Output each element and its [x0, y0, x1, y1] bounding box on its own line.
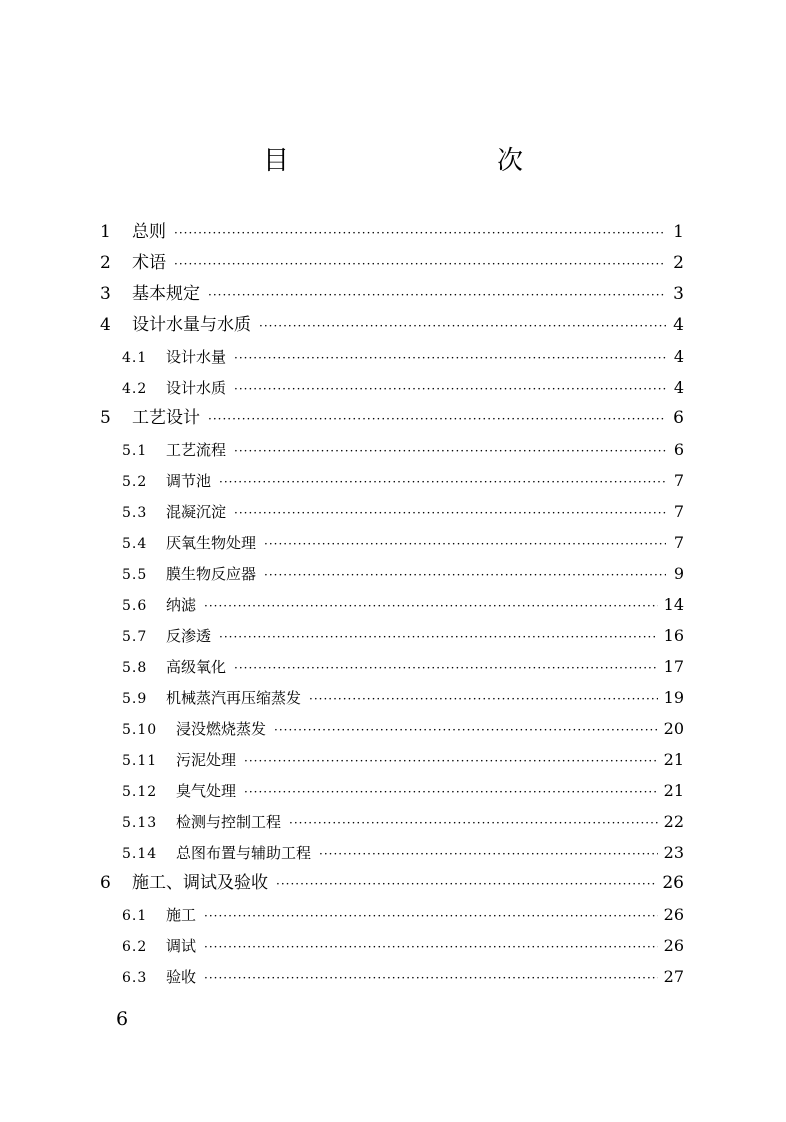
toc-entry-page: 14	[663, 595, 684, 614]
toc-entry-title: 检测与控制工程	[176, 813, 282, 831]
dot-leader	[289, 808, 658, 839]
toc-entry-number: 5.6	[122, 598, 148, 614]
toc-entry-number: 5.8	[122, 660, 148, 676]
toc-entry-number: 4.1	[122, 350, 148, 366]
toc-entry-title: 施工	[166, 906, 197, 924]
toc-entry-title: 总图布置与辅助工程	[176, 844, 312, 862]
toc-entry-title: 臭气处理	[176, 782, 237, 800]
toc-entry[interactable]	[100, 434, 684, 465]
toc-entry-page: 7	[673, 502, 684, 521]
dot-leader	[234, 343, 666, 374]
toc-entry[interactable]	[100, 744, 684, 775]
toc-entry[interactable]	[100, 589, 684, 620]
toc-entry[interactable]	[100, 217, 684, 248]
toc-entry-title: 污泥处理	[176, 751, 237, 769]
dot-leader	[244, 777, 658, 808]
toc-entry-page: 4	[673, 315, 684, 335]
toc-entry-number: 6.2	[122, 939, 148, 955]
toc-entry-title: 设计水质	[166, 379, 227, 397]
toc-entry-number: 2	[100, 253, 111, 273]
toc-entry-page: 7	[673, 533, 684, 552]
toc-entry-page: 7	[673, 471, 684, 490]
toc-entry[interactable]	[100, 620, 684, 651]
toc-entry[interactable]	[100, 713, 684, 744]
toc-entry[interactable]	[100, 310, 684, 341]
toc-entry-title: 调节池	[166, 472, 212, 490]
toc-entry[interactable]	[100, 806, 684, 837]
dot-leader	[264, 529, 666, 560]
toc-entry[interactable]	[100, 558, 684, 589]
toc-entry[interactable]	[100, 279, 684, 310]
dot-leader	[309, 684, 658, 715]
toc-entry[interactable]	[100, 775, 684, 806]
toc-entry[interactable]	[100, 868, 684, 899]
toc-entry-number: 5.7	[122, 629, 148, 645]
toc-entry-number: 6.1	[122, 908, 148, 924]
dot-leader	[234, 498, 666, 529]
toc-entry-page: 23	[663, 843, 684, 862]
toc-entry-title: 厌氧生物处理	[166, 534, 257, 552]
toc-entry-number: 1	[100, 222, 111, 242]
toc-entry[interactable]	[100, 961, 684, 992]
dot-leader	[174, 218, 666, 249]
toc-entry-number: 5.11	[122, 753, 158, 769]
toc-entry-page: 26	[662, 873, 684, 893]
toc-entry[interactable]	[100, 341, 684, 372]
toc-entry-page: 9	[673, 564, 684, 583]
toc-entry-number: 5.5	[122, 567, 148, 583]
toc-entry[interactable]	[100, 930, 684, 961]
toc-entry[interactable]	[100, 372, 684, 403]
toc-entry-page: 27	[663, 967, 684, 986]
toc-entry-number: 5.9	[122, 691, 148, 707]
toc-entry[interactable]	[100, 899, 684, 930]
toc-entry-number: 5	[100, 408, 111, 428]
toc-entry-page: 3	[673, 284, 684, 304]
toc-entry-title: 总则	[132, 222, 166, 242]
table-of-contents	[100, 217, 684, 992]
toc-entry-title: 高级氧化	[166, 658, 227, 676]
dot-leader	[174, 249, 666, 280]
toc-entry-title: 调试	[166, 937, 197, 955]
toc-entry[interactable]	[100, 682, 684, 713]
toc-entry-number: 5.14	[122, 846, 158, 862]
toc-entry-title: 基本规定	[132, 284, 200, 304]
toc-entry-page: 20	[663, 719, 684, 738]
dot-leader	[264, 560, 666, 591]
toc-entry[interactable]	[100, 837, 684, 868]
dot-leader	[204, 932, 658, 963]
dot-leader	[208, 280, 666, 311]
toc-entry-title: 设计水量与水质	[132, 315, 251, 335]
dot-leader	[219, 467, 666, 498]
toc-entry-page: 1	[673, 222, 684, 242]
toc-entry-number: 5.12	[122, 784, 158, 800]
toc-entry-page: 4	[673, 378, 684, 397]
toc-entry-page: 26	[663, 936, 684, 955]
toc-entry-number: 5.4	[122, 536, 148, 552]
dot-leader	[244, 746, 658, 777]
toc-entry-page: 6	[673, 408, 684, 428]
dot-leader	[259, 311, 666, 342]
dot-leader	[204, 591, 658, 622]
toc-entry-page: 4	[673, 347, 684, 366]
toc-entry-page: 26	[663, 905, 684, 924]
toc-entry-number: 4	[100, 315, 111, 335]
toc-entry-title: 浸没燃烧蒸发	[176, 720, 267, 738]
toc-entry-title: 膜生物反应器	[166, 565, 257, 583]
toc-entry-number: 5.2	[122, 474, 148, 490]
dot-leader	[204, 963, 658, 994]
dot-leader	[274, 715, 658, 746]
toc-entry[interactable]	[100, 403, 684, 434]
toc-entry-title: 设计水量	[166, 348, 227, 366]
toc-entry-page: 17	[663, 657, 684, 676]
toc-entry-page: 16	[663, 626, 684, 645]
toc-entry-title: 工艺设计	[132, 408, 200, 428]
toc-entry[interactable]	[100, 496, 684, 527]
toc-entry[interactable]	[100, 527, 684, 558]
toc-entry[interactable]	[100, 248, 684, 279]
dot-leader	[234, 374, 666, 405]
dot-leader	[204, 901, 658, 932]
toc-entry-page: 19	[663, 688, 684, 707]
dot-leader	[219, 622, 658, 653]
toc-entry[interactable]	[100, 465, 684, 496]
toc-entry-page: 22	[663, 812, 684, 831]
toc-entry-number: 6.3	[122, 970, 148, 986]
dot-leader	[234, 653, 658, 684]
toc-entry-number: 4.2	[122, 381, 148, 397]
toc-entry-title: 机械蒸汽再压缩蒸发	[166, 689, 302, 707]
toc-entry-number: 3	[100, 284, 111, 304]
toc-entry-number: 5.10	[122, 722, 158, 738]
toc-entry-page: 21	[663, 750, 684, 769]
dot-leader	[319, 839, 658, 870]
toc-entry[interactable]	[100, 651, 684, 682]
dot-leader	[208, 404, 666, 435]
toc-entry-page: 6	[673, 440, 684, 459]
toc-entry-page: 21	[663, 781, 684, 800]
toc-entry-title: 混凝沉淀	[166, 503, 227, 521]
toc-entry-number: 5.3	[122, 505, 148, 521]
toc-entry-number: 5.1	[122, 443, 148, 459]
dot-leader	[276, 869, 656, 900]
toc-entry-title: 工艺流程	[166, 441, 227, 459]
toc-entry-title: 验收	[166, 968, 197, 986]
toc-entry-number: 6	[100, 873, 111, 893]
page-title: 目 次	[262, 146, 575, 176]
toc-entry-title: 施工、调试及验收	[132, 873, 268, 893]
toc-entry-title: 反渗透	[166, 627, 212, 645]
toc-entry-title: 术语	[132, 253, 166, 273]
page-number: 6	[116, 1008, 129, 1030]
dot-leader	[234, 436, 666, 467]
toc-entry-title: 纳滤	[166, 596, 197, 614]
toc-entry-page: 2	[673, 253, 684, 273]
toc-entry-number: 5.13	[122, 815, 158, 831]
